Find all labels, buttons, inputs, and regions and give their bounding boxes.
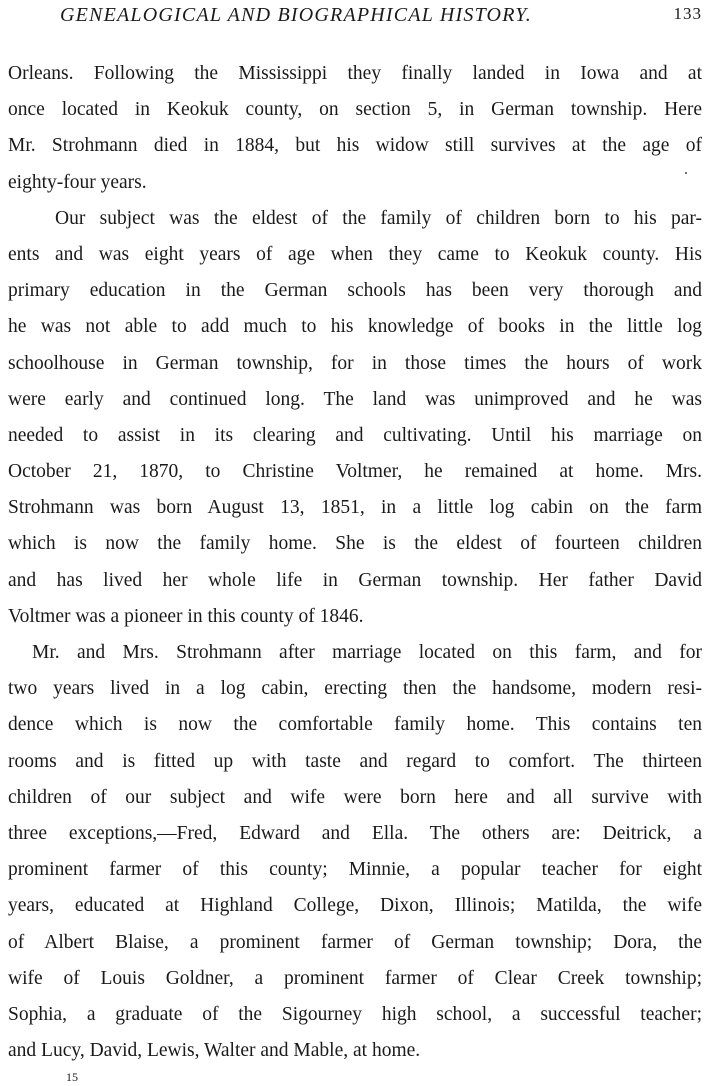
text-line: were early and continued long. The land was unimproved and he was <box>8 388 702 410</box>
text-line: needed to assist in its clearing and cultivating. Until his marriage on <box>8 424 702 446</box>
text-line: Sophia, a graduate of the Sigourney high school, a successful teacher; <box>8 1003 702 1025</box>
text-line: eighty-four years. <box>8 171 147 193</box>
text-line: children of our subject and wife were born here and all survive with <box>8 786 702 808</box>
paragraph-3 <box>8 635 702 1069</box>
text-line: primary education in the German schools has been very thorough and <box>8 280 702 302</box>
text-line: prominent farmer of this county; Minnie, a popular teacher for eight <box>8 859 702 881</box>
text-line: Mr. and Mrs. Strohmann after marriage located on this farm, and for <box>32 642 702 663</box>
text-line: once located in Keokuk county, on section 5, in German township. Here <box>8 99 702 121</box>
text-line: schoolhouse in German township, for in those times the hours of work <box>8 352 702 374</box>
text-line: Mr. Strohmann died in 1884, but his widow still survives at the age of <box>8 135 702 157</box>
body-text <box>8 56 702 1069</box>
text-line: dence which is now the comfortable family home. This contains ten <box>8 714 702 736</box>
text-line: Our subject was the eldest of the family of children born to his par- <box>55 207 702 229</box>
text-line: of Albert Blaise, a prominent farmer of German township; Dora, the <box>8 931 702 953</box>
text-line: wife of Louis Goldner, a prominent farmer of Clear Creek township; <box>8 967 702 989</box>
text-line: years, educated at Highland College, Dixon, Illinois; Matilda, the wife <box>8 895 702 917</box>
text-line: he was not able to add much to his knowledge of books in the little log <box>8 316 702 338</box>
text-line: rooms and is fitted up with taste and regard to comfort. The thirteen <box>8 750 702 772</box>
running-head-title: GENEALOGICAL AND BIOGRAPHICAL HISTORY. <box>60 4 532 26</box>
text-line: which is now the family home. She is the eldest of fourteen children <box>8 533 702 555</box>
signature-mark: 15 <box>66 1070 78 1084</box>
paragraph-1 <box>8 56 702 201</box>
text-line: October 21, 1870, to Christine Voltmer, he remained at home. Mrs. <box>8 461 702 483</box>
text-line: Voltmer was a pioneer in this county of 1846. <box>8 605 364 627</box>
paragraph-2 <box>8 201 702 635</box>
text-line: Strohmann was born August 13, 1851, in a little log cabin on the farm <box>8 497 702 519</box>
text-line: two years lived in a log cabin, erecting then the handsome, modern resi- <box>8 678 702 700</box>
page-number: 133 <box>673 4 702 23</box>
text-line: Orleans. Following the Mississippi they finally landed in Iowa and at <box>8 63 702 84</box>
text-line: and Lucy, David, Lewis, Walter and Mable, at home. <box>8 1040 421 1062</box>
text-line: ents and was eight years of age when they came to Keokuk county. His <box>8 243 702 265</box>
text-line: and has lived her whole life in German township. Her father David <box>8 569 702 591</box>
text-line: three exceptions,—Fred, Edward and Ella. The others are: Deitrick, a <box>8 822 702 844</box>
